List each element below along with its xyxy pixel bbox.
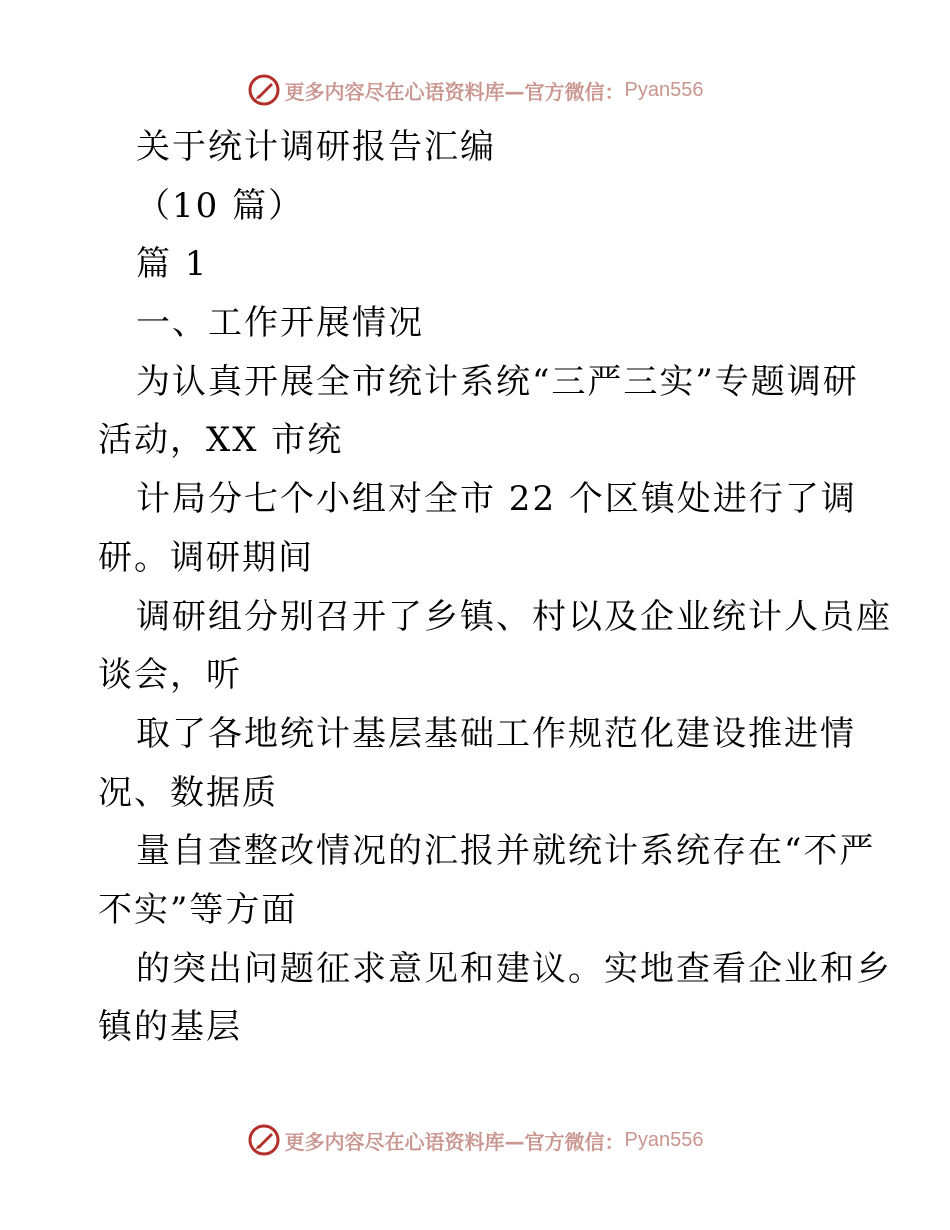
text-line: 一、工作开展情况 [136,303,424,344]
text-line: 研。调研期间 [98,537,314,578]
footer-banner-text: 更多内容尽在心语资料库—官方微信： [284,1129,625,1154]
pen-logo-icon [247,1123,281,1157]
text-line: 计局分七个小组对全市 22 个区镇处进行了调 [136,479,857,520]
document-body [98,118,892,1057]
text-line: 调研组分别召开了乡镇、村以及企业统计人员座 [136,596,892,637]
pen-logo-icon [247,73,281,107]
text-line: 为认真开展全市统计系统“三严三实”专题调研 [136,361,859,402]
text-line: 活动，XX 市统 [98,420,344,461]
text-line: 关于统计调研报告汇编 [136,127,496,167]
text-line: 的突出问题征求意见和建议。实地查看企业和乡 [136,948,892,989]
header-banner-id: Pyan556 [624,78,704,101]
text-line: 镇的基层 [98,1007,242,1048]
footer-banner-id: Pyan556 [624,1128,704,1151]
text-line: 篇 1 [136,244,209,285]
text-line: 不实”等方面 [98,889,298,930]
text-line: 况、数据质 [98,772,278,813]
header-banner-text: 更多内容尽在心语资料库—官方微信： [284,79,625,104]
text-line: 量自查整改情况的汇报并就统计系统存在“不严 [136,831,876,872]
text-line: （10 篇） [136,185,305,226]
text-line: 取了各地统计基层基础工作规范化建设推进情 [136,713,856,754]
header-banner [0,70,950,110]
footer-banner [0,1120,950,1160]
text-line: 谈会，听 [98,655,242,696]
